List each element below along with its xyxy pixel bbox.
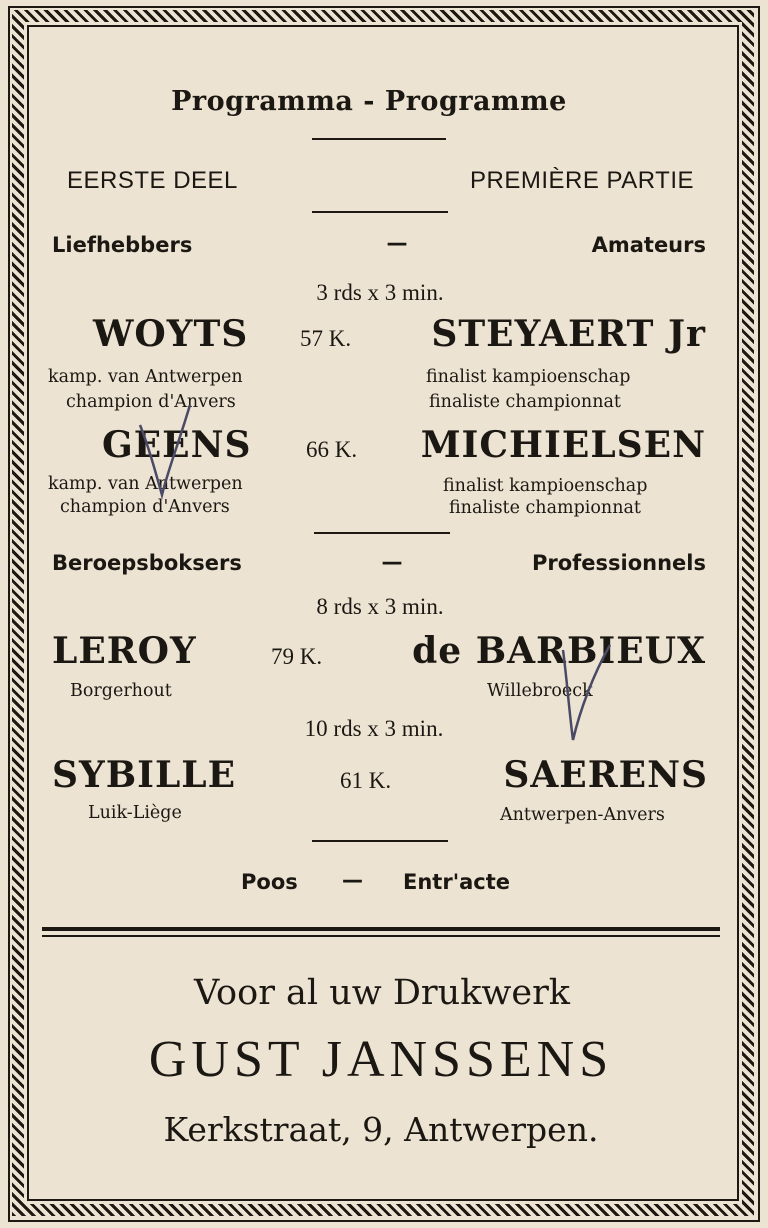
boxer-pro-left-1-place: Borgerhout — [70, 681, 172, 701]
boxer-left-2-info-nl: kamp. van Antwerpen — [48, 474, 243, 494]
section-divider — [314, 532, 450, 534]
boxer-pro-left-1: LEROY — [52, 630, 197, 672]
pencil-tick-2-icon — [555, 630, 615, 750]
intermission-dash: — — [342, 868, 363, 892]
boxer-right-1: STEYAERT Jr — [431, 313, 706, 355]
part-left: EERSTE DEEL — [67, 167, 238, 194]
amateur-dash: — — [386, 231, 408, 255]
weight-2: 66 K. — [306, 437, 358, 462]
weight-pro-2: 61 K. — [340, 768, 392, 793]
boxer-right-2: MICHIELSEN — [420, 424, 706, 466]
pro-rounds-2: 10 rds x 3 min. — [304, 716, 444, 741]
boxer-right-2-info-nl: finalist kampioenschap — [443, 476, 648, 496]
pro-dash: — — [381, 550, 403, 574]
part-divider — [312, 211, 448, 213]
page-title: Programma - Programme — [171, 86, 567, 117]
advert-rule-bottom — [42, 935, 720, 937]
boxer-left-2-info-fr: champion d'Anvers — [60, 497, 230, 517]
pro-label-fr: Professionnels — [531, 551, 706, 575]
boxer-left-1-info-fr: champion d'Anvers — [66, 392, 236, 412]
pro-rounds-1: 8 rds x 3 min. — [316, 594, 444, 619]
amateur-label-nl: Liefhebbers — [52, 233, 193, 257]
part-right: PREMIÈRE PARTIE — [470, 167, 694, 194]
boxer-pro-right-1-place: Willebroeck — [487, 681, 593, 701]
advert-line-3: Kerkstraat, 9, Antwerpen. — [163, 1110, 599, 1149]
amateur-rounds: 3 rds x 3 min. — [316, 280, 444, 305]
boxer-left-1-info-nl: kamp. van Antwerpen — [48, 367, 243, 387]
intermission-divider — [312, 840, 448, 842]
advert-rule-top — [42, 927, 720, 931]
advert-line-1: Voor al uw Drukwerk — [193, 973, 571, 1013]
intermission-fr: Entr'acte — [403, 870, 511, 894]
weight-1: 57 K. — [300, 326, 352, 351]
advert-line-2: GUST JANSSENS — [148, 1031, 614, 1088]
boxer-pro-right-2: SAERENS — [503, 754, 708, 796]
boxer-left-1: WOYTS — [93, 313, 249, 355]
intermission-nl: Poos — [241, 870, 298, 894]
boxer-right-2-info-fr: finaliste championnat — [449, 498, 641, 518]
boxer-pro-left-2: SYBILLE — [52, 754, 237, 796]
boxer-pro-right-2-place: Antwerpen-Anvers — [500, 805, 665, 825]
amateur-label-fr: Amateurs — [591, 233, 706, 257]
pro-label-nl: Beroepsboksers — [52, 551, 242, 575]
boxer-left-2: GEENS — [102, 424, 252, 466]
boxer-right-1-info-nl: finalist kampioenschap — [426, 367, 631, 387]
boxer-pro-left-2-place: Luik-Liège — [88, 803, 182, 823]
boxer-right-1-info-fr: finaliste championnat — [429, 392, 621, 412]
title-divider — [312, 138, 446, 140]
pencil-tick-1-icon — [130, 400, 200, 510]
boxer-pro-right-1: de BARBIEUX — [412, 630, 706, 672]
weight-pro-1: 79 K. — [271, 644, 323, 669]
